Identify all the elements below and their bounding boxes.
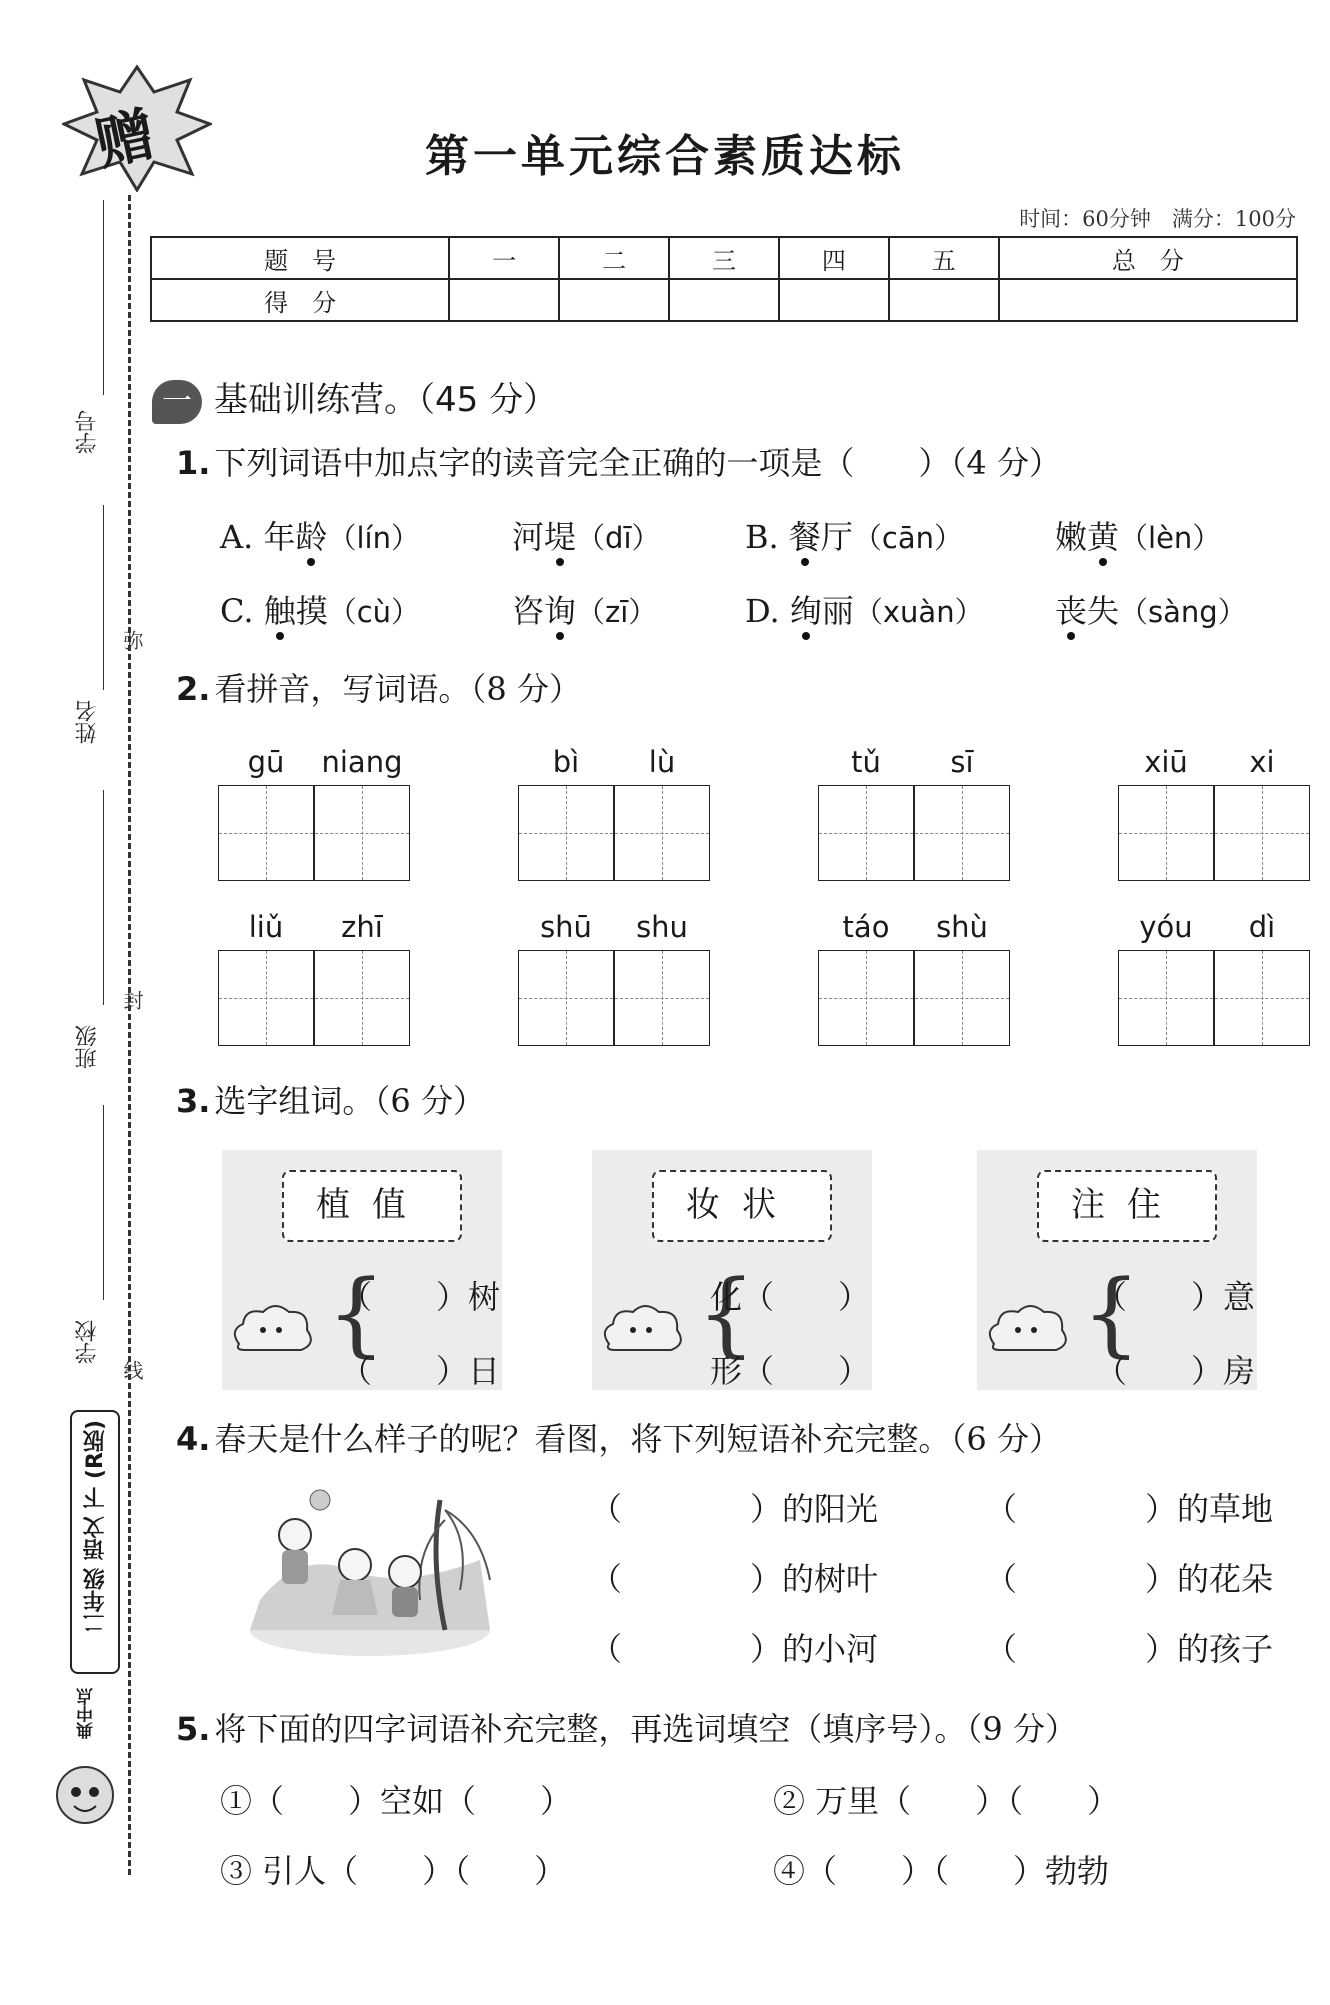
- score-table-score-row: [151, 279, 1297, 321]
- q2-pinyin: bì: [552, 745, 580, 779]
- q1-option-d[interactable]: [745, 586, 984, 632]
- q1-d2: [1055, 586, 1247, 632]
- spring-children-illustration: [240, 1480, 500, 1660]
- mascot-icon: [50, 1760, 120, 1840]
- q1-a2-char: 河: [512, 518, 545, 556]
- q3-fill-blank[interactable]: （ ）日: [340, 1352, 501, 1390]
- q4-number: 4.: [176, 1420, 211, 1458]
- q3-text: 选字组词。（6 分）: [214, 1082, 485, 1120]
- q5-idiom-blank[interactable]: ①（ ）空如（ ）: [220, 1782, 573, 1820]
- q2-answer-grid: [818, 950, 1010, 1046]
- q2-write-cell[interactable]: [1214, 785, 1310, 881]
- q1-d1-char: 丽: [821, 592, 854, 630]
- q1-option-a-label: A.: [220, 518, 254, 556]
- q1-number: 1.: [176, 444, 211, 482]
- q5-stem: [176, 1704, 1077, 1750]
- q1-d2-dotted-char: 丧: [1055, 592, 1088, 630]
- q2-answer-grid: [1118, 950, 1310, 1046]
- book-tag: [70, 1410, 120, 1674]
- label-name: 姓名: [75, 700, 100, 744]
- q2-pinyin: táo: [842, 910, 890, 944]
- q2-pinyin: sī: [950, 745, 974, 779]
- q4-phrase-blank[interactable]: （ ）的孩子: [985, 1630, 1274, 1668]
- score-input-cell[interactable]: [559, 279, 669, 321]
- score-row-label: 得 分: [151, 279, 449, 321]
- q3-char-choices: 妆状: [652, 1170, 832, 1242]
- score-table-header-row: [151, 237, 1297, 279]
- q1-a2-dotted-char: 堤: [544, 518, 577, 556]
- q2-write-cell[interactable]: [1118, 785, 1214, 881]
- q2-write-cell[interactable]: [518, 785, 614, 881]
- q4-phrase-blank[interactable]: （ ）的树叶: [590, 1560, 879, 1598]
- q2-write-cell[interactable]: [914, 950, 1010, 1046]
- q2-write-cell[interactable]: [314, 950, 410, 1046]
- label-class: 班级: [75, 1025, 100, 1069]
- rule-name-top: [103, 505, 104, 690]
- q1-c1-char: 摸: [295, 592, 328, 630]
- q3-brace: {: [697, 1260, 756, 1367]
- q3-char-choices: 植值: [282, 1170, 462, 1242]
- q1-a1-pinyin: （lín）: [327, 521, 420, 555]
- q1-a1-char: 年: [263, 518, 296, 556]
- binding-dashed-line: [128, 195, 131, 1875]
- q2-pinyin: tǔ: [851, 745, 881, 779]
- q1-b2-dotted-char: 黄: [1087, 518, 1120, 556]
- q2-pinyin: niang: [321, 745, 403, 779]
- q2-write-cell[interactable]: [518, 950, 614, 1046]
- q2-pinyin: zhī: [341, 910, 383, 944]
- cloud-icon: [227, 1300, 317, 1360]
- q2-pinyin: lù: [648, 745, 676, 779]
- q2-write-cell[interactable]: [218, 785, 314, 881]
- seal-mark-3: 线: [120, 1360, 144, 1380]
- q1-a2-pinyin: （dī）: [576, 521, 661, 555]
- q3-brace: {: [327, 1260, 386, 1367]
- q2-pinyin: xiū: [1144, 745, 1188, 779]
- q3-fill-blank[interactable]: （ ）树: [340, 1278, 501, 1316]
- q2-write-cell[interactable]: [314, 785, 410, 881]
- q2-write-cell[interactable]: [818, 950, 914, 1046]
- q1-option-b[interactable]: [745, 512, 963, 558]
- section-1-title: [152, 372, 557, 424]
- q2-pinyin: shū: [540, 910, 592, 944]
- q1-b2: [1055, 512, 1221, 558]
- q5-idiom-blank[interactable]: ② 万里（ ）（ ）: [773, 1782, 1120, 1820]
- q1-d2-pinyin: （sàng）: [1119, 595, 1247, 629]
- q4-text: 春天是什么样子的呢？看图，将下列短语补充完整。（6 分）: [214, 1420, 1061, 1458]
- seal-mark-1: 弥: [120, 630, 144, 650]
- q4-phrase-blank[interactable]: （ ）的草地: [985, 1490, 1274, 1528]
- q3-fill-blank[interactable]: （ ）意: [1095, 1278, 1256, 1316]
- q3-fill-blank[interactable]: 化（ ）: [710, 1278, 871, 1316]
- q1-option-b-label: B.: [745, 518, 779, 556]
- label-student-no: 学号: [75, 410, 100, 454]
- score-input-cell[interactable]: [449, 279, 559, 321]
- page-title: 第一单元综合素质达标: [425, 131, 905, 182]
- section-1-label: 基础训练营。（45 分）: [214, 380, 558, 420]
- score-header-cell: 五: [889, 237, 999, 279]
- score-input-cell[interactable]: [999, 279, 1297, 321]
- q1-c2-pinyin: （zī）: [576, 595, 658, 629]
- q2-write-cell[interactable]: [1118, 950, 1214, 1046]
- q3-fill-blank[interactable]: （ ）房: [1095, 1352, 1256, 1390]
- q1-c1-dotted-char: 触: [263, 592, 296, 630]
- q2-write-cell[interactable]: [818, 785, 914, 881]
- q2-answer-grid: [218, 950, 410, 1046]
- brand-text: 典中点: [77, 1688, 97, 1739]
- q1-d2-char: 失: [1087, 592, 1120, 630]
- q2-answer-grid: [518, 950, 710, 1046]
- q4-phrase-blank[interactable]: （ ）的小河: [590, 1630, 879, 1668]
- score-input-cell[interactable]: [889, 279, 999, 321]
- time-info: 时间：60分钟 满分：100分: [1019, 207, 1296, 231]
- label-school: 学校: [75, 1320, 100, 1364]
- q2-pinyin: shu: [636, 910, 688, 944]
- rule-class-top: [103, 790, 104, 1005]
- q2-write-cell[interactable]: [614, 950, 710, 1046]
- q1-b1-dotted-char: 餐: [788, 518, 821, 556]
- q2-answer-grid: [1118, 785, 1310, 881]
- q1-c2-dotted-char: 询: [544, 592, 577, 630]
- q2-answer-grid: [818, 785, 1010, 881]
- q2-pinyin: dì: [1248, 910, 1276, 944]
- q1-stem: [176, 438, 1061, 484]
- book-tag-text: 二年级 语文 下 (R版): [82, 1420, 108, 1635]
- q1-text: 下列词语中加点字的读音完全正确的一项是（ ）（4 分）: [214, 444, 1061, 482]
- q1-option-d-label: D.: [745, 592, 780, 630]
- q3-fill-blank[interactable]: 形（ ）: [710, 1352, 871, 1390]
- q1-c2: [512, 586, 657, 632]
- q2-pinyin: yóu: [1139, 910, 1193, 944]
- rule-school-top: [103, 1105, 104, 1300]
- q1-a1-dotted-char: 龄: [295, 518, 328, 556]
- q1-option-c-label: C.: [220, 592, 254, 630]
- section-1-number: 一: [152, 380, 202, 424]
- q4-phrase-blank[interactable]: （ ）的阳光: [590, 1490, 879, 1528]
- q2-text: 看拼音，写词语。（8 分）: [214, 670, 581, 708]
- score-header-cell: 总 分: [999, 237, 1297, 279]
- q1-b2-char: 嫩: [1055, 518, 1088, 556]
- score-header-cell: 三: [669, 237, 779, 279]
- q5-number: 5.: [176, 1710, 211, 1748]
- q2-pinyin: gū: [247, 745, 285, 779]
- q5-idiom-blank[interactable]: ③ 引人（ ）（ ）: [220, 1852, 567, 1890]
- q2-answer-grid: [518, 785, 710, 881]
- q1-b1-char: 厅: [820, 518, 853, 556]
- q5-idiom-blank[interactable]: ④（ ）（ ）勃勃: [773, 1852, 1110, 1890]
- rule-student-no: [103, 200, 104, 395]
- q1-option-c[interactable]: [220, 586, 420, 632]
- q1-a2: [512, 512, 661, 558]
- q2-write-cell[interactable]: [218, 950, 314, 1046]
- q1-option-a[interactable]: [220, 512, 420, 558]
- q2-answer-grid: [218, 785, 410, 881]
- score-header-cell: 一: [449, 237, 559, 279]
- q1-c2-char: 咨: [512, 592, 545, 630]
- q1-d1-pinyin: （xuàn）: [853, 595, 984, 629]
- q2-number: 2.: [176, 670, 211, 708]
- q2-write-cell[interactable]: [1214, 950, 1310, 1046]
- cloud-icon: [982, 1300, 1072, 1360]
- q4-stem: [176, 1414, 1061, 1460]
- q3-brace: {: [1082, 1260, 1141, 1367]
- score-input-cell[interactable]: [669, 279, 779, 321]
- q1-d1-dotted-char: 绚: [789, 592, 822, 630]
- q3-char-choices: 注住: [1037, 1170, 1217, 1242]
- score-header-cell: 二: [559, 237, 669, 279]
- q2-pinyin: liǔ: [248, 910, 284, 944]
- q1-b2-pinyin: （lèn）: [1119, 521, 1222, 555]
- q2-pinyin: xi: [1249, 745, 1275, 779]
- q2-write-cell[interactable]: [614, 785, 710, 881]
- score-table: [150, 236, 1298, 322]
- q2-pinyin: shù: [936, 910, 988, 944]
- seal-mark-2: 封: [120, 990, 144, 1010]
- q1-b1-pinyin: （cān）: [852, 521, 963, 555]
- q2-stem: [176, 664, 581, 710]
- q4-phrase-blank[interactable]: （ ）的花朵: [985, 1560, 1274, 1598]
- gift-badge-text: 赠: [89, 99, 161, 179]
- q3-stem: [176, 1076, 485, 1122]
- q5-text: 将下面的四字词语补充完整，再选词填空（填序号）。（9 分）: [214, 1710, 1077, 1748]
- score-input-cell[interactable]: [779, 279, 889, 321]
- q2-write-cell[interactable]: [914, 785, 1010, 881]
- cloud-icon: [597, 1300, 687, 1360]
- score-header-cell: 四: [779, 237, 889, 279]
- q1-c1-pinyin: （cù）: [327, 595, 421, 629]
- score-header-cell: 题 号: [151, 237, 449, 279]
- q3-number: 3.: [176, 1082, 211, 1120]
